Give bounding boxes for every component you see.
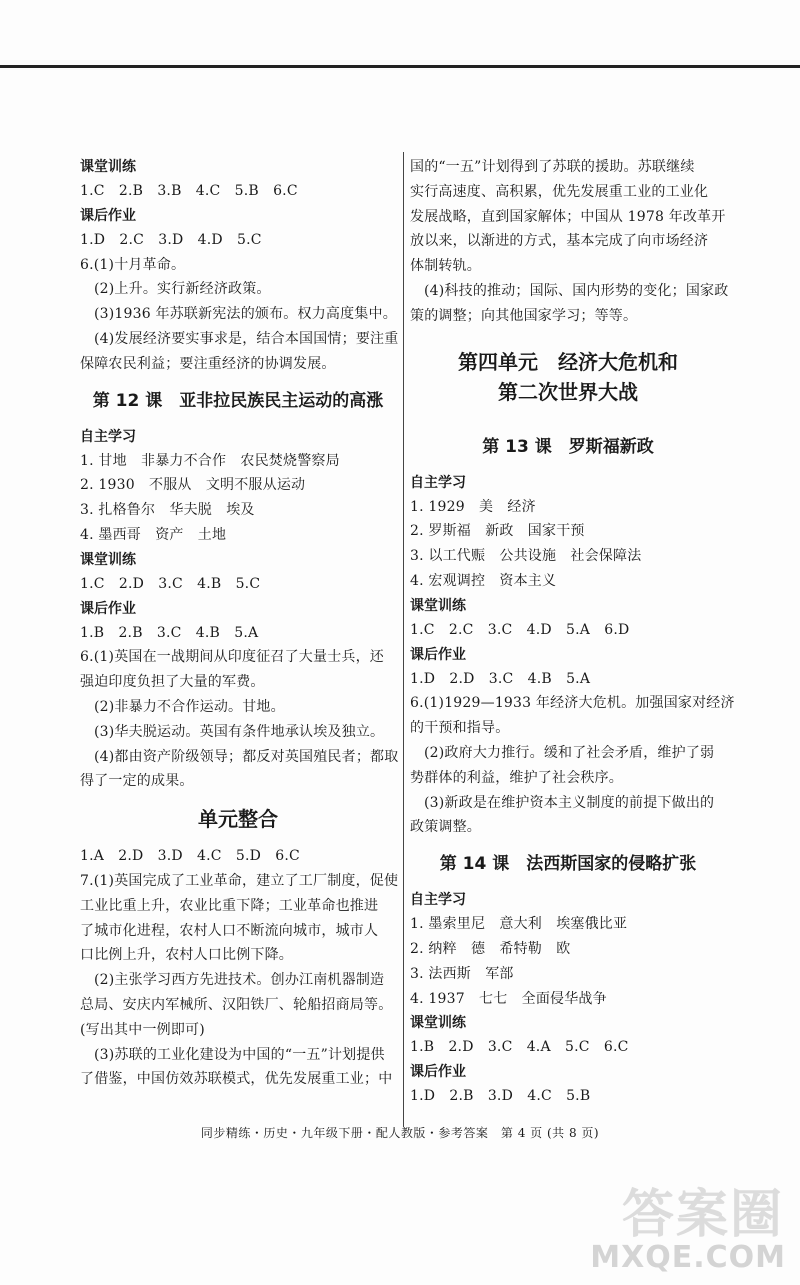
section-heading: 自主学习 <box>410 892 466 909</box>
answer-line: (3)苏联的工业化建设为中国的“一五”计划提供 <box>94 1046 385 1063</box>
answer-line: 1.C 2.B 3.B 4.C 5.B 6.C <box>80 183 298 199</box>
answer-line: 1.C 2.C 3.C 4.D 5.A 6.D <box>410 621 630 638</box>
unit-4-title-line2: 第二次世界大战 <box>498 379 638 404</box>
answer-line: 4. 墨西哥 资产 土地 <box>80 526 227 543</box>
answer-line: 6.(1)十月革命。 <box>80 256 186 273</box>
answer-line: 策的调整；向其他国家学习；等等。 <box>410 307 638 324</box>
answer-line: 工业比重上升，农业比重下降；工业革命也推进 <box>80 897 379 914</box>
answer-line: (2)政府大力推行。缓和了社会矛盾，维护了弱 <box>424 744 715 761</box>
answer-line: 的干预和指导。 <box>410 720 510 737</box>
answer-line: 2. 纳粹 德 希特勒 欧 <box>410 940 571 957</box>
answer-line: 体制转轨。 <box>410 258 481 275</box>
answer-line: 1. 1929 美 经济 <box>410 498 536 515</box>
answer-line: 保障农民利益；要注重经济的协调发展。 <box>80 355 336 372</box>
answer-line: 了借鉴，中国仿效苏联模式，优先发展重工业；中 <box>80 1071 393 1088</box>
answer-line: (3)1936 年苏联新宪法的颁布。权力高度集中。 <box>94 306 397 323</box>
answer-line: 口比例上升，农村人口比例下降。 <box>80 947 293 964</box>
answer-line: 2. 罗斯福 新政 国家干预 <box>410 523 585 540</box>
section-heading: 课堂训练 <box>410 1015 466 1032</box>
section-heading: 自主学习 <box>80 428 136 445</box>
answer-line: 3. 扎格鲁尔 华夫脱 埃及 <box>80 502 255 519</box>
answer-line: 4. 宏观调控 资本主义 <box>410 572 557 589</box>
answer-line: 政策调整。 <box>410 819 481 836</box>
lesson-14-title: 第 14 课 法西斯国家的侵略扩张 <box>439 854 697 875</box>
section-heading: 课堂训练 <box>80 159 136 175</box>
answer-line: 3. 以工代赈 公共设施 社会保障法 <box>410 548 642 565</box>
answer-line: (4)发展经济要实事求是，结合本国国情；要注重 <box>94 330 399 347</box>
watermark-domain: MXQE.COM <box>590 1240 786 1275</box>
answer-line: 6.(1)1929—1933 年经济大危机。加强国家对经济 <box>410 695 735 712</box>
section-heading: 课后作业 <box>80 600 136 617</box>
answer-line: 1.D 2.B 3.D 4.C 5.B <box>410 1088 591 1105</box>
answer-line: 7.(1)英国完成了工业革命，建立了工厂制度，促使 <box>80 872 399 889</box>
lesson-13-title: 第 13 课 罗斯福新政 <box>482 436 654 457</box>
answer-line: 1.D 2.C 3.D 4.D 5.C <box>80 231 262 248</box>
section-heading: 课后作业 <box>80 207 136 224</box>
answer-line: (2)上升。实行新经济政策。 <box>94 281 271 298</box>
left-column <box>80 155 399 1092</box>
answer-line: (2)非暴力不合作运动。甘地。 <box>94 698 285 715</box>
answer-line: 放以来，以渐进的方式，基本完成了向市场经济 <box>410 233 709 250</box>
lesson-12-title: 第 12 课 亚非拉民族民主运动的高涨 <box>92 390 384 411</box>
answer-line: 势群体的利益，维护了社会秩序。 <box>410 769 623 786</box>
answer-line: (3)华夫脱运动。英国有条件地承认埃及独立。 <box>94 723 385 740</box>
answer-line: 6.(1)英国在一战期间从印度征召了大量士兵，还 <box>80 649 384 666</box>
section-heading: 课后作业 <box>410 646 466 663</box>
answer-line: (4)都由资产阶级领导；都反对英国殖民者；都取 <box>94 748 399 765</box>
answer-line: 1.B 2.B 3.C 4.B 5.A <box>80 624 259 641</box>
answer-line: 实行高速度、高积累，优先发展重工业的工业化 <box>410 183 709 200</box>
answer-line: (2)主张学习西方先进技术。创办江南机器制造 <box>94 972 385 989</box>
column-divider <box>403 152 404 1127</box>
answer-line: 1.D 2.D 3.C 4.B 5.A <box>410 670 591 687</box>
section-heading: 课后作业 <box>410 1064 466 1081</box>
answer-line: 国的“一五”计划得到了苏联的援助。苏联继续 <box>410 159 695 175</box>
answer-line: 得了一定的成果。 <box>80 773 194 790</box>
watermark-logo <box>590 1172 792 1277</box>
answer-line: 强迫印度负担了大量的军费。 <box>80 674 265 691</box>
answer-line: 1.C 2.D 3.C 4.B 5.C <box>80 575 261 592</box>
answer-line: 1. 甘地 非暴力不合作 农民焚烧警察局 <box>80 452 340 469</box>
section-heading: 课堂训练 <box>410 597 466 614</box>
answer-line: 发展战略，直到国家解体；中国从 1978 年改革开 <box>410 208 726 225</box>
answer-line: (写出其中一例即可) <box>80 1021 205 1038</box>
section-heading: 自主学习 <box>410 474 466 491</box>
top-rule <box>0 65 800 68</box>
answer-line: 1. 墨索里尼 意大利 埃塞俄比亚 <box>410 916 628 933</box>
section-heading: 课堂训练 <box>80 551 136 568</box>
answer-line: 1.B 2.D 3.C 4.A 5.C 6.C <box>410 1039 629 1056</box>
answer-line: 1.A 2.D 3.D 4.C 5.D 6.C <box>80 848 300 865</box>
page-footer: 同步精练・历史・九年级下册・配人教版・参考答案 第 4 页 (共 8 页) <box>200 1126 600 1140</box>
watermark-text: 答案圈 <box>621 1185 784 1245</box>
unit-4-title-line1: 第四单元 经济大危机和 <box>458 349 678 374</box>
answer-line: (4)科技的推动；国际、国内形势的变化；国家政 <box>424 282 729 299</box>
right-column <box>410 155 735 1109</box>
answer-line: 2. 1930 不服从 文明不服从运动 <box>80 477 306 494</box>
unit-summary-title: 单元整合 <box>198 807 278 832</box>
answer-line: 总局、安庆内军械所、汉阳铁厂、轮船招商局等。 <box>80 996 393 1013</box>
answer-line: (3)新政是在维护资本主义制度的前提下做出的 <box>424 794 715 811</box>
answer-line: 3. 法西斯 军部 <box>410 965 514 982</box>
answer-line: 了城市化进程，农村人口不断流向城市，城市人 <box>80 922 379 939</box>
answer-line: 4. 1937 七七 全面侵华战争 <box>410 990 607 1007</box>
